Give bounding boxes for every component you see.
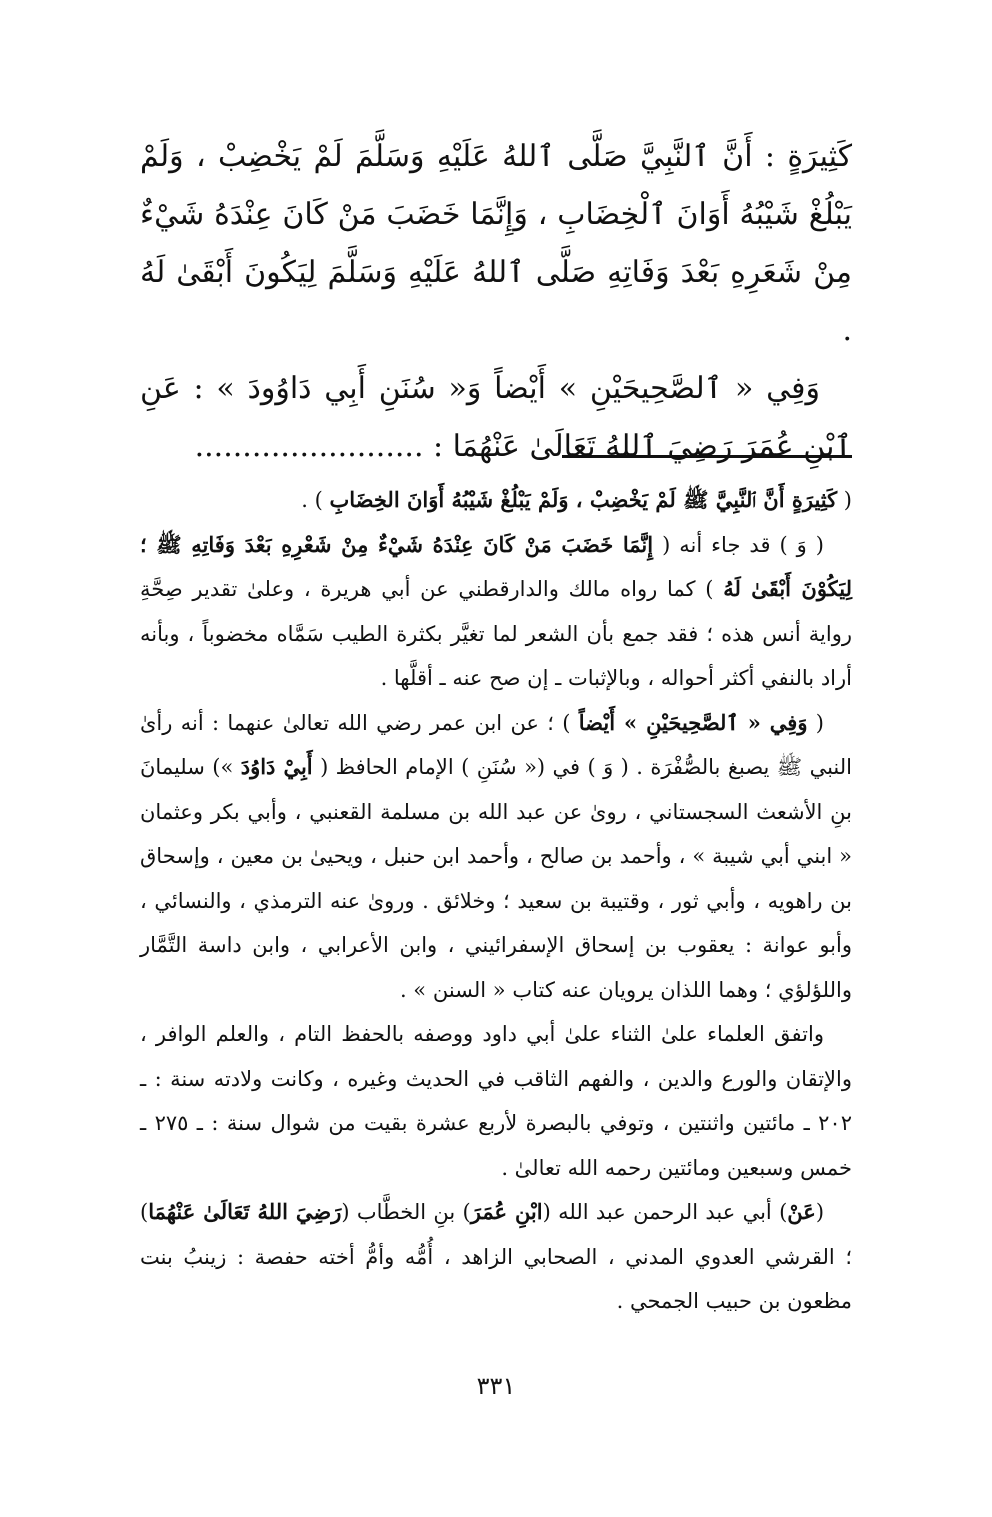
commentary-text-segment: ) بنِ الخطَّاب (	[341, 1200, 471, 1224]
quoted-hadith-text: وَفِي « ٱلصَّحِيحَيْنِ » أَيْضاً	[578, 709, 808, 735]
footnote-divider	[562, 455, 852, 458]
commentary-paragraph-5: (عَنْ) أبي عبد الرحمن عبد الله (ابْنِ عُمَرَ) بنِ الخطَّاب (رَضِيَ اللهُ تَعَالَىٰ عَنْهُمَا) ؛ القرشي العدوي المدني ، الصحابي الزاهد ، أُمُّه وأمُّ أخته حفصة : زينبُ بنت مظعون بن حبيب الجمحي .	[140, 1199, 852, 1313]
commentary-paragraph-4: واتفق العلماء علىٰ الثناء علىٰ أبي داود ووصفه بالحفظ التام ، والعلم الوافر ، والإتقان والورع والدين ، والفهم الثاقب في الحديث وغيره ، وكانت ولادته سنة : ـ ٢٠٢ ـ مائتين واثنتين ، وتوفي بالبصرة لأربع عشرة بقيت من شوال سنة : ـ ٢٧٥ ـ خمس وسبعين ومائتين رحمه الله تعالىٰ .	[140, 1022, 852, 1180]
commentary-text-segment: ) أبي عبد الرحمن عبد الله (	[542, 1200, 788, 1224]
page-number: ٣٣١	[476, 1372, 516, 1400]
commentary-text-segment: ) ؛ عن ابن عمر رضي الله تعالىٰ عنهما : أنه رأىٰ النبي ﷺ يصبغ بالصُّفْرَة . ( وَ ) في (« سُنَنِ ) الإمام الحافظ (	[140, 710, 852, 779]
main-text-paragraph-2	[140, 360, 852, 476]
commentary-paragraph-2: ( وَ ) قد جاء أنه ( إِنَّمَا خَضَبَ مَنْ كَانَ عِنْدَهُ شَيْءٌ مِنْ شَعْرِهِ بَعْدَ وَفَاتِهِ ﷺ ؛ لِيَكُوْنَ أَبْقَىٰ لَهُ ) كما رواه مالك والدارقطني عن أبي هريرة ، وعلىٰ تقدير صِحَّةِ رواية أنس هذه ؛ فقد جمع بأن الشعر لما تغيَّر بكثرة الطيب سَمَّاه مخضوباً ، وبأنه أراد بالنفي أكثر أحواله ، وبالإثبات ـ إن صح عنه ـ أقلَّها .	[140, 531, 852, 690]
main-text	[140, 128, 852, 476]
commentary-text-segment: قد جاء أنه (	[662, 532, 771, 557]
main-text-paragraph-2-text: وَفِي « ٱلصَّحِيحَيْنِ » أَيْضاً وَ« سُنَنِ أَبِي دَاوُودَ » : عَنِ ٱبْنِ عُمَرَ رَضِيَ ٱللهُ تَعَالَىٰ عَنْهُمَا :	[140, 371, 852, 464]
quoted-hadith-text: أَبِيْ دَاوُدَ	[240, 754, 313, 779]
commentary-text	[140, 478, 852, 1324]
commentary-paragraph-3: ( وَفِي « ٱلصَّحِيحَيْنِ » أَيْضاً ) ؛ عن ابن عمر رضي الله تعالىٰ عنهما : أنه رأىٰ النبي ﷺ يصبغ بالصُّفْرَة . ( وَ ) في (« سُنَنِ ) الإمام الحافظ ( أَبِيْ دَاوُدَ ») سليمانَ بنِ الأشعث السجستاني ، روىٰ عن عبد الله بن مسلمة القعنبي ، وأبي بكر وعثمان « ابني أبي شيبة » ، وأحمد بن صالح ، وأحمد ابن حنبل ، ويحيىٰ بن معين ، وإسحاق بن راهويه ، وأبي ثور ، وقتيبة بن سعيد ؛ وخلائق . وروىٰ عنه الترمذي ، والنسائي ، وأبو عوانة : يعقوب بن إسحاق الإسفرائيني ، وابن الأعرابي ، وابن داسة التَّمَّار واللؤلؤي ؛ وهما اللذان يرويان عنه كتاب « السنن » .	[140, 709, 852, 1002]
quoted-hadith-text: إِنَّمَا خَضَبَ مَنْ كَانَ عِنْدَهُ شَيْءٌ مِنْ شَعْرِهِ بَعْدَ وَفَاتِهِ ﷺ ؛ لِيَكُوْنَ أَبْقَىٰ لَهُ	[140, 531, 852, 601]
commentary-paragraph-1: ( كَثِيرَةٍ أَنَّ ٱلنَّبِيَّ ﷺ لَمْ يَخْضِبْ ، وَلَمْ يَبْلُغْ شَيْبُهُ أَوَانَ الخِضَابِ ) .	[301, 487, 852, 512]
commentary-text-segment: ») سليمانَ بنِ الأشعث السجستاني ، روىٰ عن عبد الله بن مسلمة القعنبي ، وأبي بكر وعثمان « ابني أبي شيبة » ، وأحمد بن صالح ، وأحمد ابن حنبل ، ويحيىٰ بن معين ، وإسحاق بن راهويه ، وأبي ثور ، وقتيبة بن سعيد ؛ وخلائق . وروىٰ عنه الترمذي ، والنسائي ، وأبو عوانة : يعقوب بن إسحاق الإسفرائيني ، وابن الأعرابي ، وابن داسة التَّمَّار واللؤلؤي ؛ وهما اللذان يرويان عنه كتاب « السنن » .	[140, 755, 852, 1002]
ellipsis-dots: ........................	[194, 429, 424, 464]
quoted-hadith-text: عَنْ	[787, 1199, 816, 1224]
commentary-text-segment: ) ؛ القرشي العدوي المدني ، الصحابي الزاهد ، أُمُّه وأمُّ أخته حفصة : زينبُ بنت مظعون بن حبيب الجمحي .	[140, 1200, 852, 1313]
commentary-text-segment: ) كما رواه مالك والدارقطني عن أبي هريرة ، وعلىٰ تقدير صِحَّةِ رواية أنس هذه ؛ فقد جمع بأن الشعر لما تغيَّر بكثرة الطيب سَمَّاه مخضوباً ، وبأنه أراد بالنفي أكثر أحواله ، وبالإثبات ـ إن صح عنه ـ أقلَّها .	[140, 577, 852, 690]
main-text-paragraph-1: كَثِيرَةٍ : أَنَّ ٱلنَّبِيَّ صَلَّى ٱللهُ عَلَيْهِ وَسَلَّمَ لَمْ يَخْضِبْ ، وَلَمْ يَبْلُغْ شَيْبُهُ أَوَانَ ٱلْخِضَابِ ، وَإِنَّمَا خَضَبَ مَنْ كَانَ عِنْدَهُ شَيْءٌ مِنْ شَعَرِهِ بَعْدَ وَفَاتِهِ صَلَّى ٱللهُ عَلَيْهِ وَسَلَّمَ لِيَكُونَ أَبْقَىٰ لَهُ .	[140, 139, 852, 348]
quoted-hadith-text: ابْنِ عُمَرَ	[470, 1199, 543, 1224]
quoted-hadith-text: رَضِيَ اللهُ تَعَالَىٰ عَنْهُمَا	[148, 1199, 342, 1224]
quoted-hadith-text: كَثِيرَةٍ أَنَّ ٱلنَّبِيَّ ﷺ لَمْ يَخْضِبْ ، وَلَمْ يَبْلُغْ شَيْبُهُ أَوَانَ الخِضَابِ	[329, 487, 838, 512]
